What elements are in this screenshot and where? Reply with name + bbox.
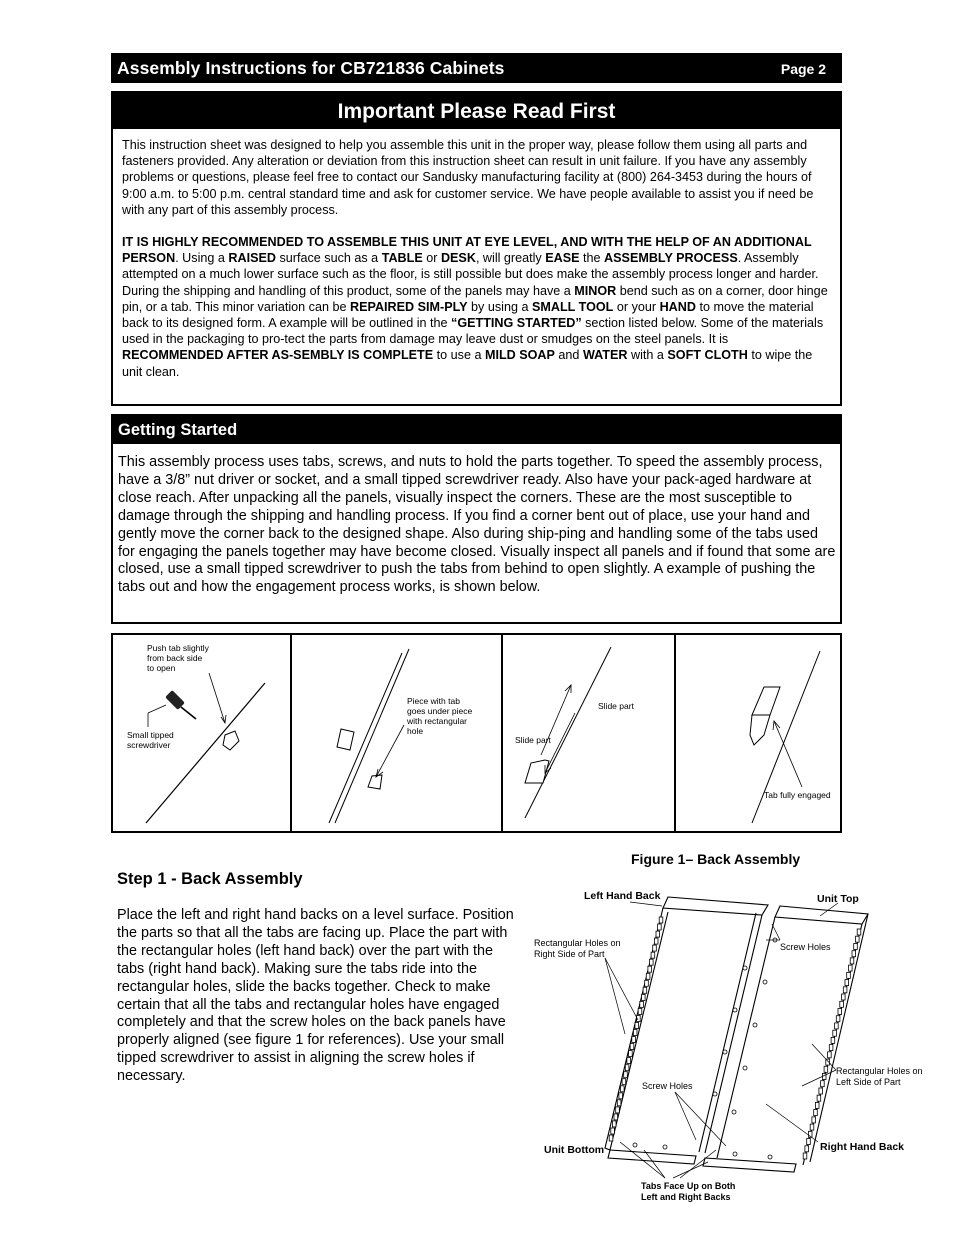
page-number: Page 2 — [780, 61, 826, 77]
rectangular-hole — [648, 966, 652, 972]
rectangular-hole — [838, 1009, 842, 1015]
text-run: or your — [613, 299, 660, 314]
rectangular-hole — [642, 994, 646, 1000]
text-run: SOFT CLOTH — [667, 348, 748, 363]
important-heading: Important Please Read First — [113, 93, 840, 129]
text-run: , will greatly — [475, 251, 546, 266]
tab-engagement-figures — [111, 633, 842, 833]
text-run: to use a — [433, 348, 485, 363]
rectangular-hole — [617, 1100, 621, 1106]
rectangular-hole — [612, 1121, 616, 1127]
rectangular-hole — [625, 1065, 629, 1071]
rectangular-hole — [650, 959, 654, 965]
rectangular-hole — [829, 1045, 833, 1051]
back-assembly-illustration — [520, 880, 940, 1180]
rectangular-hole — [632, 1037, 636, 1043]
rectangular-hole — [646, 973, 650, 979]
rectangular-hole — [833, 1030, 837, 1036]
slide-part-left-label: Slide part — [515, 735, 551, 745]
rectangular-hole — [619, 1093, 623, 1099]
text-run: with a — [627, 348, 668, 363]
rectangular-hole — [638, 1008, 642, 1014]
text-run: bend such as on a corner, door hinge pin, or a tab. This minor variation can be — [122, 283, 828, 314]
rectangular-hole — [616, 1107, 620, 1113]
rectangular-hole — [659, 917, 663, 923]
slide-part-illustration — [503, 635, 674, 831]
text-run: or — [422, 251, 441, 266]
rectangular-hole — [807, 1139, 811, 1145]
rectangular-hole — [819, 1088, 823, 1094]
figure-1-caption: Figure 1– Back Assembly — [631, 851, 801, 867]
rectangular-hole — [658, 924, 662, 930]
left-hand-back-label: Left Hand Back — [584, 890, 661, 902]
rectangular-hole — [630, 1044, 634, 1050]
getting-started-section — [111, 414, 842, 624]
text-run: DESK — [440, 251, 476, 266]
tabs-face-up-label: Tabs Face Up on Both Left and Right Backs — [641, 1181, 736, 1202]
text-run: RECOMMENDED AFTER AS-SEMBLY IS COMPLETE — [122, 348, 434, 363]
rectangular-hole — [852, 951, 856, 957]
rectangular-hole — [624, 1072, 628, 1078]
step-1-body: Place the left and right hand backs on a level surface. Position the parts so that all the tabs are facing up. Place the part with the rectangular holes (left hand back) over the part with the tabs (right hand back). Making sure the tabs ride into the rectangular holes, slide the backs together. Check to make certain that all the tabs and rectangular holes have engaged completely and that the screw holes on the back panels have properly aligned (see figure 1 for references). Use your small tipped screwdriver to assist in aligning the screw holes if necessary. — [117, 907, 514, 1085]
text-run: HAND — [659, 299, 696, 314]
push-tab-label: Push tab slightly from back side to open — [147, 643, 209, 673]
text-run: to wipe the unit clean. — [122, 348, 813, 379]
rectangular-hole — [857, 929, 861, 935]
rectangular-hole — [633, 1030, 637, 1036]
text-run: MILD SOAP — [484, 348, 555, 363]
step-1-title: Step 1 - Back Assembly — [117, 870, 303, 888]
rectangular-hole — [843, 987, 847, 993]
rectangular-hole — [654, 938, 658, 944]
text-run: to move the material back to its designed form. A example will be outlined in the — [122, 299, 814, 331]
rectangular-hole — [635, 1023, 639, 1029]
screw-holes-top-label: Screw Holes — [780, 942, 831, 952]
right-hand-back-label: Right Hand Back — [820, 1141, 905, 1153]
text-run: . Using a — [175, 251, 229, 266]
text-run: WATER — [582, 348, 628, 363]
rectangular-hole — [640, 1001, 644, 1007]
rectangular-hole — [815, 1102, 819, 1108]
page-header — [111, 53, 842, 83]
rectangular-hole — [836, 1016, 840, 1022]
text-run: surface such as a — [275, 251, 382, 266]
push-tab-illustration — [113, 635, 290, 831]
rectangular-hole — [850, 958, 854, 964]
document-title: Assembly Instructions for CB721836 Cabinets — [117, 58, 505, 78]
rectangular-hole — [810, 1124, 814, 1130]
rectangular-hole — [835, 1023, 839, 1029]
text-run: IT IS HIGHLY RECOMMENDED TO ASSEMBLE THIS UNIT AT EYE LEVEL, AND WITH THE HELP OF AN ADDITIONAL PERSON — [122, 235, 812, 266]
text-run: MINOR — [574, 283, 617, 298]
text-run: TABLE — [381, 251, 423, 266]
rectangular-hole — [643, 987, 647, 993]
important-paragraph-1: This instruction sheet was designed to help you assemble this unit in the proper way, please follow them using all parts and fasteners provided. Any alteration or deviation from this instruction sheet can result in unit failure. If you have any assembly problems or questions, please feel free to contact our Sandusky manufacturing facility at (800) 264-3453 during the hours of 9:00 a.m. to 5:00 p.m. central standard time and ask for customer service. We have people available to assist you if need be with any part of this assembly process. — [122, 138, 814, 217]
unit-top-label: Unit Top — [817, 893, 859, 905]
text-run: by using a — [467, 299, 532, 314]
important-paragraph-2 — [122, 234, 832, 380]
tab-engaged-label: Tab fully engaged — [764, 790, 831, 800]
text-run: REPAIRED SIM-PLY — [349, 299, 468, 314]
text-run: . Assembly attempted on a much lower surface such as the floor, is still possible but does make the assembly process longer and harder. During the shipping and handling of this product, some of the panels may have a — [122, 251, 819, 298]
rectangular-hole — [621, 1086, 625, 1092]
important-section — [111, 91, 842, 406]
text-run: the — [579, 251, 605, 266]
rectangular-hole — [656, 931, 660, 937]
rectangular-hole — [803, 1153, 807, 1159]
rectangular-hole — [821, 1081, 825, 1087]
rectangular-hole — [849, 965, 853, 971]
text-run: EASE — [545, 251, 580, 266]
rectangular-hole — [840, 1001, 844, 1007]
rectangular-hole — [814, 1110, 818, 1116]
rectangular-hole — [627, 1058, 631, 1064]
text-run: “GETTING STARTED” — [451, 316, 582, 331]
rect-holes-right-label: Rectangular Holes on Right Side of Part — [534, 938, 621, 959]
rectangular-hole — [812, 1117, 816, 1123]
rect-holes-left-label: Rectangular Holes on Left Side of Part — [836, 1066, 923, 1087]
getting-started-heading: Getting Started — [113, 416, 840, 444]
rectangular-hole — [831, 1037, 835, 1043]
screw-holes-bottom-label: Screw Holes — [642, 1081, 693, 1091]
rectangular-hole — [828, 1052, 832, 1058]
rectangular-hole — [614, 1114, 618, 1120]
rectangular-hole — [842, 994, 846, 1000]
rectangular-hole — [609, 1135, 613, 1141]
rectangular-hole — [651, 952, 655, 958]
tab-engaged-illustration — [676, 635, 842, 831]
tab-under-hole-illustration — [292, 635, 501, 831]
rectangular-hole — [653, 945, 657, 951]
rectangular-hole — [854, 944, 858, 950]
rectangular-hole — [845, 980, 849, 986]
rectangular-hole — [645, 980, 649, 986]
rectangular-hole — [611, 1128, 615, 1134]
text-run: section listed below. Some of the materials used in the packaging to pro-tect the parts from damage may leave dust or smudges on the steel panels. It is — [122, 316, 824, 347]
screwdriver-label: Small tipped screwdriver — [127, 730, 174, 750]
rectangular-hole — [805, 1146, 809, 1152]
rectangular-hole — [847, 972, 851, 978]
piece-with-tab-label: Piece with tab goes under piece with rectangular hole — [407, 696, 473, 736]
text-run: RAISED — [228, 251, 276, 266]
rectangular-hole — [856, 936, 860, 942]
rectangular-hole — [629, 1051, 633, 1057]
text-run: SMALL TOOL — [531, 299, 614, 314]
rectangular-hole — [817, 1095, 821, 1101]
text-run: and — [554, 348, 583, 363]
rectangular-hole — [824, 1066, 828, 1072]
getting-started-body: This assembly process uses tabs, screws, and nuts to hold the parts together. To speed the assembly process, have a 3/8” nut driver or socket, and a small tipped screwdriver ready. Also have your pack-aged hardware at close reach. After unpacking all the panels, visually inspect the corners. These are the most susceptible to damage through the shipping and handling process. If you find a corner bent out of place, use your hand and gently move the corner back to the designed shape. Also during ship-ping and handling some of the tabs used for engaging the panels together may have become closed. Visually inspect all panels and if found that some are closed, use a small tipped screwdriver to push the tabs from behind to open slightly. A example of pushing the tabs out and how the engagement process works, is shown below. — [118, 454, 836, 596]
unit-bottom-label: Unit Bottom — [544, 1144, 605, 1156]
text-run: ASSEMBLY PROCESS — [604, 251, 738, 266]
slide-part-top-label: Slide part — [598, 701, 634, 711]
rectangular-hole — [622, 1079, 626, 1085]
important-body — [122, 137, 832, 396]
